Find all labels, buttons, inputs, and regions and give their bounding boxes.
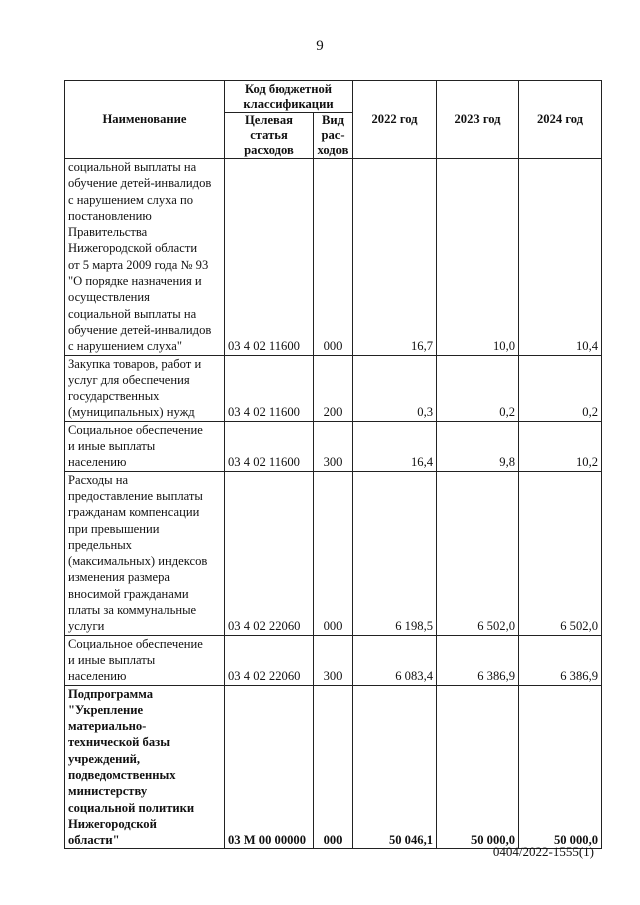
row-2023: 50 000,0 <box>437 685 519 849</box>
row-name: Расходы на предоставление выплаты гражданам компенсации при превышении предельных (максимальных) индексов изменения размера вносимой гражданами платы за коммунальные услуги <box>65 471 225 635</box>
header-name: Наименование <box>65 81 225 159</box>
row-name: Подпрограмма "Укрепление материально- технической базы учреждений, подведомственных министерству социальной политики Нижегородской области" <box>65 685 225 849</box>
row-name: Закупка товаров, работ и услуг для обеспечения государственных (муниципальных) нужд <box>65 355 225 421</box>
row-2022: 50 046,1 <box>353 685 437 849</box>
row-code: 03 4 02 22060 <box>225 471 314 635</box>
table-row <box>65 635 602 685</box>
row-type: 300 <box>314 421 353 471</box>
row-2023: 10,0 <box>437 159 519 356</box>
row-2022: 16,7 <box>353 159 437 356</box>
header-2022: 2022 год <box>353 81 437 159</box>
table-row <box>65 421 602 471</box>
budget-table <box>64 80 602 849</box>
row-2023: 9,8 <box>437 421 519 471</box>
row-2024: 6 502,0 <box>519 471 602 635</box>
header-budget-code: Код бюджетной классификации <box>225 81 353 113</box>
header-2023: 2023 год <box>437 81 519 159</box>
row-2024: 50 000,0 <box>519 685 602 849</box>
row-2024: 10,4 <box>519 159 602 356</box>
table-row <box>65 355 602 421</box>
row-code: 03 4 02 11600 <box>225 159 314 356</box>
header-expense-type: Вид рас- ходов <box>314 113 353 159</box>
row-2023: 0,2 <box>437 355 519 421</box>
row-name: Социальное обеспечение и иные выплаты населению <box>65 635 225 685</box>
document-code: 0404/2022-1555(1) <box>492 844 594 859</box>
row-type: 000 <box>314 159 353 356</box>
row-2024: 0,2 <box>519 355 602 421</box>
row-2024: 10,2 <box>519 421 602 471</box>
table-row <box>65 471 602 635</box>
row-2023: 6 502,0 <box>437 471 519 635</box>
row-code: 03 4 02 11600 <box>225 421 314 471</box>
row-type: 300 <box>314 635 353 685</box>
row-type: 000 <box>314 685 353 849</box>
row-2022: 6 198,5 <box>353 471 437 635</box>
header-2024: 2024 год <box>519 81 602 159</box>
table-row <box>65 685 602 849</box>
row-code: 03 4 02 11600 <box>225 355 314 421</box>
table-row <box>65 159 602 356</box>
header-target-article: Целевая статья расходов <box>225 113 314 159</box>
row-2024: 6 386,9 <box>519 635 602 685</box>
row-name: социальной выплаты на обучение детей-инвалидов с нарушением слуха по постановлению Правительства Нижегородской области от 5 марта 2009 года № 93 "О порядке назначения и осуществления социальной выплаты на обучение детей-инвалидов с нарушением слуха" <box>65 159 225 356</box>
row-2023: 6 386,9 <box>437 635 519 685</box>
page-number: 9 <box>316 38 324 54</box>
row-code: 03 4 02 22060 <box>225 635 314 685</box>
row-2022: 0,3 <box>353 355 437 421</box>
row-2022: 6 083,4 <box>353 635 437 685</box>
row-type: 000 <box>314 471 353 635</box>
row-2022: 16,4 <box>353 421 437 471</box>
row-code: 03 М 00 00000 <box>225 685 314 849</box>
row-name: Социальное обеспечение и иные выплаты населению <box>65 421 225 471</box>
row-type: 200 <box>314 355 353 421</box>
